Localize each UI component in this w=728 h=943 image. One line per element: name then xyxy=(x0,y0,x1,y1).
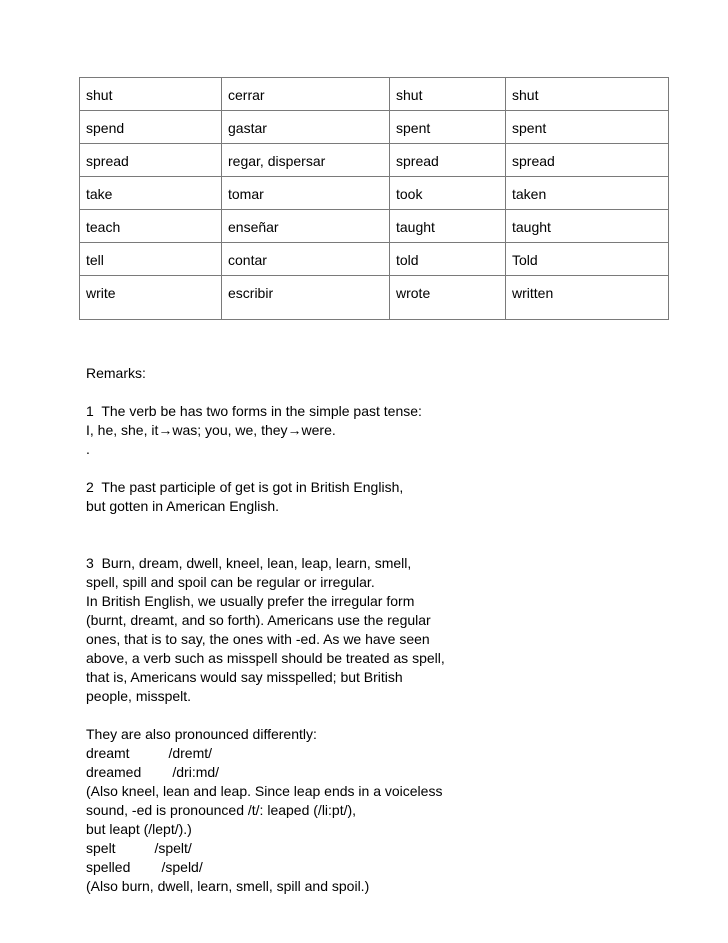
table-row xyxy=(80,276,669,320)
table-cell: spread xyxy=(506,144,669,177)
table-cell: tomar xyxy=(222,177,390,210)
table-cell: escribir xyxy=(222,276,390,320)
table-cell: spent xyxy=(390,111,506,144)
table-cell: shut xyxy=(506,78,669,111)
remarks-line: 1 The verb be has two forms in the simple past tense: xyxy=(86,403,422,419)
table-cell: shut xyxy=(80,78,222,111)
table-cell: spread xyxy=(80,144,222,177)
table-cell: Told xyxy=(506,243,669,276)
remarks-line: (burnt, dreamt, and so forth). Americans use the regular xyxy=(86,612,431,628)
table-cell: spread xyxy=(390,144,506,177)
remarks-line xyxy=(86,535,686,554)
remarks-line xyxy=(86,516,686,535)
table-row xyxy=(80,177,669,210)
table-cell: spend xyxy=(80,111,222,144)
remarks-line: spelled /speld/ xyxy=(86,859,203,875)
table-cell: took xyxy=(390,177,506,210)
remarks-line: dreamt /dremt/ xyxy=(86,745,213,761)
remarks-line: that is, Americans would say misspelled; but British xyxy=(86,669,403,685)
remarks-line: but gotten in American English. xyxy=(86,498,280,514)
table-row xyxy=(80,78,669,111)
table-cell: spent xyxy=(506,111,669,144)
remarks-line: spelt /spelt/ xyxy=(86,840,192,856)
remarks-line xyxy=(86,706,686,725)
table-cell: taught xyxy=(506,210,669,243)
remarks-line: . xyxy=(86,441,90,457)
remarks-line: sound, -ed is pronounced /t/: leaped (/li:pt/), xyxy=(86,802,357,818)
table-cell: shut xyxy=(390,78,506,111)
remarks-line: spell, spill and spoil can be regular or irregular. xyxy=(86,574,375,590)
verb-table xyxy=(79,77,669,320)
remarks-line: but leapt (/lept/).) xyxy=(86,821,192,837)
table-cell: cerrar xyxy=(222,78,390,111)
remarks-line: I, he, she, it→was; you, we, they→were. xyxy=(86,422,336,438)
remarks-line xyxy=(86,383,686,402)
table-cell: take xyxy=(80,177,222,210)
table-row xyxy=(80,243,669,276)
remarks-line: ones, that is to say, the ones with -ed. As we have seen xyxy=(86,631,430,647)
table-cell: gastar xyxy=(222,111,390,144)
table-cell: wrote xyxy=(390,276,506,320)
remarks-heading: Remarks: xyxy=(86,365,146,381)
remarks-line: They are also pronounced differently: xyxy=(86,726,317,742)
remarks-line: people, misspelt. xyxy=(86,688,192,704)
remarks-line: 3 Burn, dream, dwell, kneel, lean, leap, learn, smell, xyxy=(86,555,412,571)
table-cell: told xyxy=(390,243,506,276)
remarks-line xyxy=(86,459,686,478)
remarks-line: above, a verb such as misspell should be treated as spell, xyxy=(86,650,445,666)
table-row xyxy=(80,210,669,243)
table-cell: written xyxy=(506,276,669,320)
table-cell: teach xyxy=(80,210,222,243)
table-cell: contar xyxy=(222,243,390,276)
table-cell: regar, dispersar xyxy=(222,144,390,177)
remarks-line: In British English, we usually prefer the irregular form xyxy=(86,593,415,609)
table-row xyxy=(80,111,669,144)
remarks-line: dreamed /dri:md/ xyxy=(86,764,220,780)
remarks-line: (Also kneel, lean and leap. Since leap ends in a voiceless xyxy=(86,783,443,799)
table-cell: write xyxy=(80,276,222,320)
table-cell: taught xyxy=(390,210,506,243)
table-cell: enseñar xyxy=(222,210,390,243)
table-cell: taken xyxy=(506,177,669,210)
remarks-line: (Also burn, dwell, learn, smell, spill and spoil.) xyxy=(86,878,370,894)
table-cell: tell xyxy=(80,243,222,276)
remarks-section xyxy=(86,364,686,896)
table-row xyxy=(80,144,669,177)
remarks-line: 2 The past participle of get is got in British English, xyxy=(86,479,404,495)
